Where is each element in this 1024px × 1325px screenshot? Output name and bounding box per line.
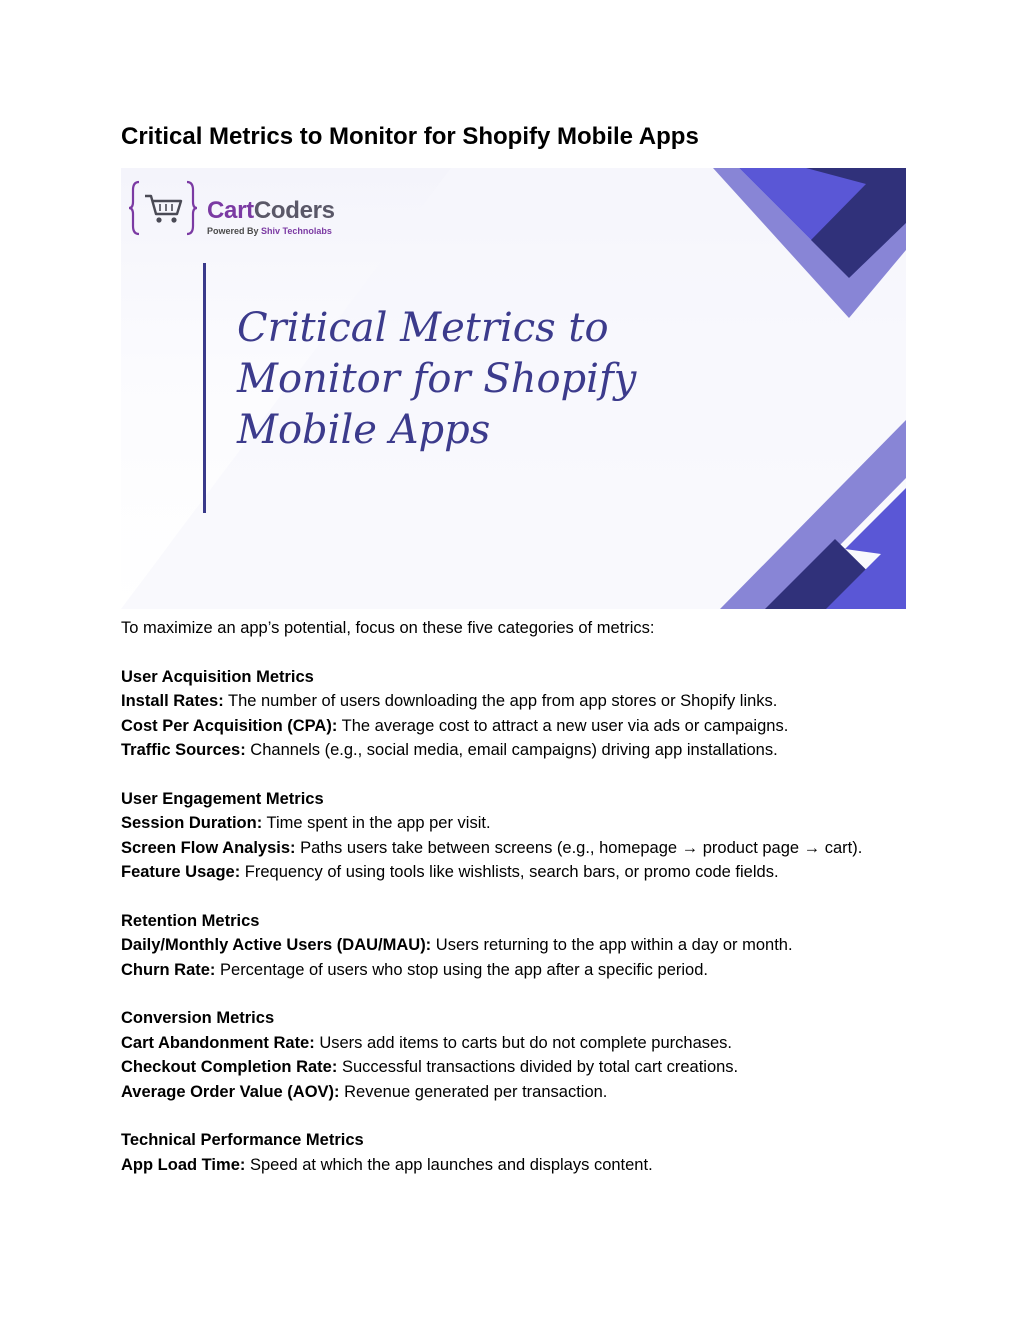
page-title: Critical Metrics to Monitor for Shopify Mobile Apps xyxy=(121,123,699,150)
metric-description: Channels (e.g., social media, email campaigns) driving app installations. xyxy=(245,741,778,760)
metric-description: Percentage of users who stop using the app after a specific period. xyxy=(215,960,708,979)
metric-description: Users add items to carts but do not complete purchases. xyxy=(314,1033,733,1052)
metric-item xyxy=(121,1080,921,1104)
metric-label: Churn Rate: xyxy=(121,960,216,979)
section-heading: Technical Performance Metrics xyxy=(121,1131,364,1150)
metric-label: Cart Abandonment Rate: xyxy=(121,1033,315,1052)
metric-label: Feature Usage: xyxy=(121,863,241,882)
metric-label: Screen Flow Analysis: xyxy=(121,838,296,857)
metric-section xyxy=(121,909,921,982)
metric-section xyxy=(121,1128,921,1177)
hero-banner-image xyxy=(121,168,906,609)
metric-item xyxy=(121,836,921,860)
metric-label: App Load Time: xyxy=(121,1155,246,1174)
intro-paragraph: To maximize an app’s potential, focus on these five categories of metrics: xyxy=(121,619,655,637)
metric-item xyxy=(121,958,921,982)
section-heading: User Acquisition Metrics xyxy=(121,667,314,686)
metric-section xyxy=(121,665,921,763)
article-body xyxy=(121,616,921,1202)
metric-description: Revenue generated per transaction. xyxy=(339,1082,608,1101)
metric-section xyxy=(121,787,921,885)
metric-description: The number of users downloading the app from app stores or Shopify links. xyxy=(223,692,778,711)
metric-item xyxy=(121,738,921,762)
metric-item xyxy=(121,714,921,738)
metric-description: Users returning to the app within a day or month. xyxy=(431,936,793,955)
banner-divider xyxy=(203,263,206,513)
metric-description: Frequency of using tools like wishlists, search bars, or promo code fields. xyxy=(240,863,779,882)
metric-description: Paths users take between screens (e.g., homepage → product page → cart). xyxy=(295,838,863,857)
section-heading: User Engagement Metrics xyxy=(121,789,324,808)
metric-label: Average Order Value (AOV): xyxy=(121,1082,340,1101)
metric-description: Time spent in the app per visit. xyxy=(262,814,491,833)
metric-item xyxy=(121,1055,921,1079)
metric-label: Cost Per Acquisition (CPA): xyxy=(121,716,338,735)
metric-label: Install Rates: xyxy=(121,692,224,711)
metric-section xyxy=(121,1006,921,1104)
section-heading: Retention Metrics xyxy=(121,911,260,930)
metric-description: Successful transactions divided by total cart creations. xyxy=(337,1058,739,1077)
metric-description: Speed at which the app launches and displays content. xyxy=(245,1155,653,1174)
metric-item xyxy=(121,860,921,884)
metric-item xyxy=(121,689,921,713)
banner-title: Critical Metrics to Monitor for Shopify Mobile Apps xyxy=(237,305,637,453)
brand-name: CartCoders xyxy=(207,197,335,224)
cartcoders-logo xyxy=(129,178,359,238)
metric-item xyxy=(121,1031,921,1055)
metric-description: The average cost to attract a new user via ads or campaigns. xyxy=(337,716,789,735)
cart-icon xyxy=(129,178,199,238)
section-heading: Conversion Metrics xyxy=(121,1009,275,1028)
metric-label: Checkout Completion Rate: xyxy=(121,1058,338,1077)
brand-tagline: Powered By Shiv Technolabs xyxy=(207,226,332,236)
metric-label: Traffic Sources: xyxy=(121,741,246,760)
metric-item xyxy=(121,933,921,957)
metric-label: Daily/Monthly Active Users (DAU/MAU): xyxy=(121,936,432,955)
metric-label: Session Duration: xyxy=(121,814,263,833)
metric-item xyxy=(121,1153,921,1177)
metric-item xyxy=(121,811,921,835)
